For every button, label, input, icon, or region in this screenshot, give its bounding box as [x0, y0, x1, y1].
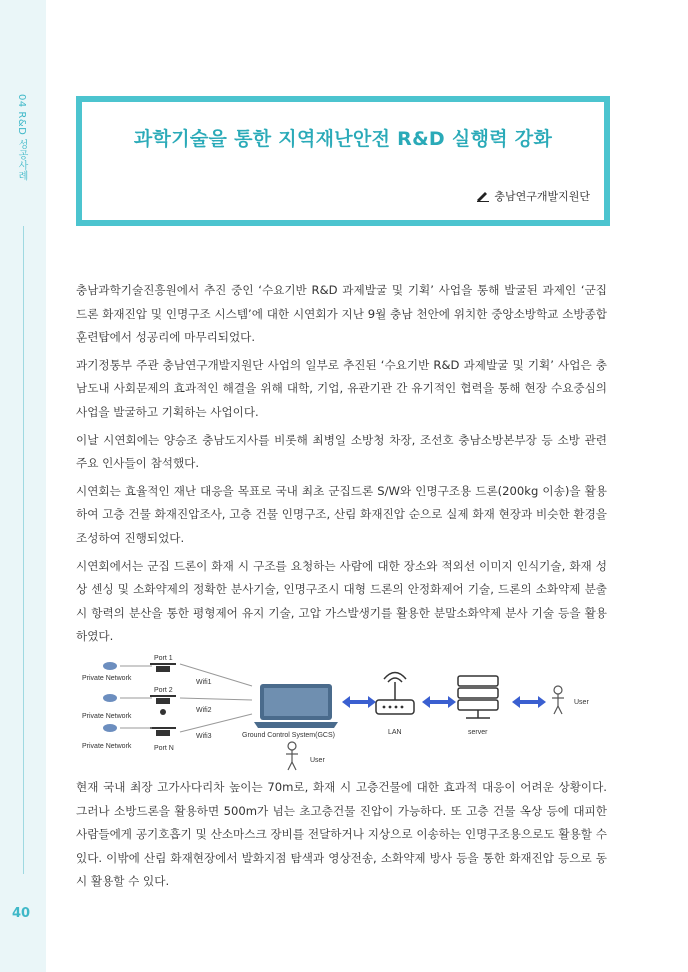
page-number: 40: [12, 906, 31, 921]
author-name: 충남연구개발지원단: [494, 190, 590, 203]
laptop-icon: [254, 684, 338, 728]
body-text-lower: [76, 776, 607, 894]
network-label: Private Network: [82, 743, 132, 750]
sidebar-divider: [23, 226, 24, 874]
port-label: Port N: [154, 745, 174, 752]
user-icon: [286, 742, 298, 770]
gcs-label: Ground Control System(GCS): [242, 732, 335, 739]
network-label: Private Network: [82, 713, 132, 720]
drone-icon: [150, 728, 176, 736]
section-label: 04 R&D 성공사례: [16, 94, 27, 182]
user-label: User: [310, 757, 325, 764]
paragraph: 시연회는 효율적인 재난 대응을 목표로 국내 최초 군집드론 S/W와 인명구조용 드론(200kg 이송)을 활용하여 고층 건물 화재진압조사, 고층 건물 인명구조, 산림 화재진압 순으로 실제 화재 현장과 비슷한 환경을 조성하여 진행되었다.: [76, 483, 607, 545]
article-title: 과학기술을 통한 지역재난안전 R&D 실행력 강화: [133, 128, 553, 150]
paragraph: 충남과학기술진흥원에서 추진 중인 ‘수요기반 R&D 과제발굴 및 기획’ 사업을 통해 발굴된 과제인 ‘군집 드론 화재진압 및 인명구조 시스템’에 대한 시연회가 지난 9월 충남 천안에 위치한 중앙소방학교 소방종합훈련탑에서 성공리에 마무리되었다.: [76, 283, 607, 345]
lan-label: LAN: [388, 729, 402, 736]
drone-icon: [150, 696, 176, 715]
drone-icon: [150, 664, 176, 672]
sidebar: [0, 0, 46, 972]
pen-icon: [476, 190, 490, 202]
port-label: Port 1: [154, 655, 173, 662]
network-icon: [103, 662, 117, 732]
user-label: User: [574, 699, 589, 706]
paragraph: 현재 국내 최장 고가사다리차 높이는 70m로, 화재 시 고층건물에 대한 효과적 대응이 어려운 상황이다. 그러나 소방드론을 활용하면 500m가 넘는 초고층건물 진압이 가능하다. 또 고층 건물 옥상 등에 대피한 사람들에게 공기호흡기 및 산소마스크 장비를 전달하거나 지상으로 이송하는 인명구조용으로도 활용할 수 있다. 이밖에 산림 화재현장에서 발화지점 탐색과 영상전송, 소화약제 방사 등을 통한 화재진압 등으로 동시 활용할 수 있다.: [76, 780, 607, 889]
network-label: Private Network: [82, 675, 132, 682]
paragraph: 과기정통부 주관 충남연구개발지원단 사업의 일부로 추진된 ‘수요기반 R&D 과제발굴 및 기획’ 사업은 충남도내 사회문제의 효과적인 해결을 위해 대학, 기업, 유관기관 간 유기적인 협력을 통해 현장 수요중심의 사업을 발굴하고 기획하는 사업이다.: [76, 357, 607, 419]
double-arrow-icon: [342, 696, 546, 708]
body-text-upper: [76, 279, 607, 649]
system-diagram: [76, 652, 606, 772]
paragraph: 이날 시연회에는 양승조 충남도지사를 비롯해 최병일 소방청 차장, 조선호 충남소방본부장 등 소방 관련 주요 인사들이 참석했다.: [76, 432, 607, 471]
wifi-label: Wifi1: [196, 679, 212, 686]
server-icon: [458, 676, 498, 718]
wifi-label: Wifi3: [196, 733, 212, 740]
paragraph: 시연회에서는 군집 드론이 화재 시 구조를 요청하는 사람에 대한 장소와 적외선 이미지 인식기술, 화재 성상 센싱 및 소화약제의 정확한 분사기술, 인명구조시 대형 드론의 안정화제어 기술, 드론의 소화약제 분출 시 항력의 분산을 통한 평형제어 유지 기술, 고압 가스발생기를 활용한 분말소화약제 분사 기술 등을 활용하였다.: [76, 558, 607, 644]
author-line: [476, 188, 590, 204]
wifi-arrows: [180, 664, 252, 732]
port-label: Port 2: [154, 687, 173, 694]
user-icon: [552, 686, 564, 714]
title-box: [76, 96, 610, 226]
server-label: server: [468, 729, 488, 736]
wifi-label: Wifi2: [196, 707, 212, 714]
